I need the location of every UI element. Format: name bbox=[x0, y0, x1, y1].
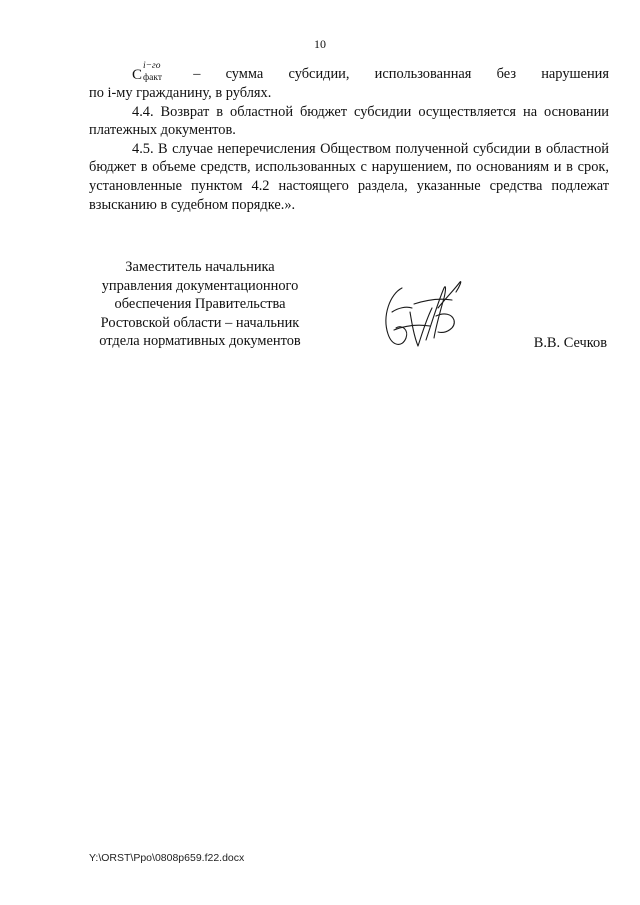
paragraph-4-4: 4.4. Возврат в областной бюджет субсидии осуществляется на основании платежных документов. bbox=[89, 103, 609, 139]
formula-line bbox=[89, 60, 609, 84]
page-number: 10 bbox=[314, 37, 326, 51]
formula-symbol-base: С bbox=[132, 67, 143, 83]
formula-word: без bbox=[496, 66, 517, 83]
formula-symbol-superscript: i−го bbox=[143, 61, 161, 71]
formula-symbol bbox=[132, 61, 168, 84]
handwritten-signature bbox=[374, 268, 470, 354]
paragraph-continuation: по i-му гражданину, в рублях. bbox=[89, 85, 272, 101]
signatory-title-line: обеспечения Правительства bbox=[114, 296, 286, 313]
formula-word: сумма bbox=[225, 66, 264, 83]
signatory-title bbox=[89, 258, 311, 351]
formula-word: субсидии, bbox=[288, 66, 350, 83]
formula-word: нарушения bbox=[541, 66, 609, 83]
signatory-title-line: отдела нормативных документов bbox=[99, 333, 301, 350]
formula-word: – bbox=[193, 66, 201, 83]
signatory-title-line: Заместитель начальника bbox=[125, 259, 275, 275]
paragraph-4-5: 4.5. В случае неперечисления Обществом полученной субсидии в областной бюджет в объеме средств, использованных с нарушением, по основаниям и в срок, установленные пунктом 4.2 настоящего раздела, указанные средства подлежат взысканию в судебном порядке.». bbox=[89, 140, 609, 213]
footer-file-path: Y:\ORST\Ppo\0808p659.f22.docx bbox=[89, 852, 245, 864]
formula-symbol-subscript: факт bbox=[143, 73, 163, 83]
formula-word: использованная bbox=[374, 66, 472, 83]
document-body bbox=[89, 60, 609, 214]
signatory-name: В.В. Сечков bbox=[533, 335, 607, 351]
signatory-title-line: управления документационного bbox=[101, 277, 299, 294]
signatory-title-line: Ростовской области – начальник bbox=[100, 314, 300, 331]
